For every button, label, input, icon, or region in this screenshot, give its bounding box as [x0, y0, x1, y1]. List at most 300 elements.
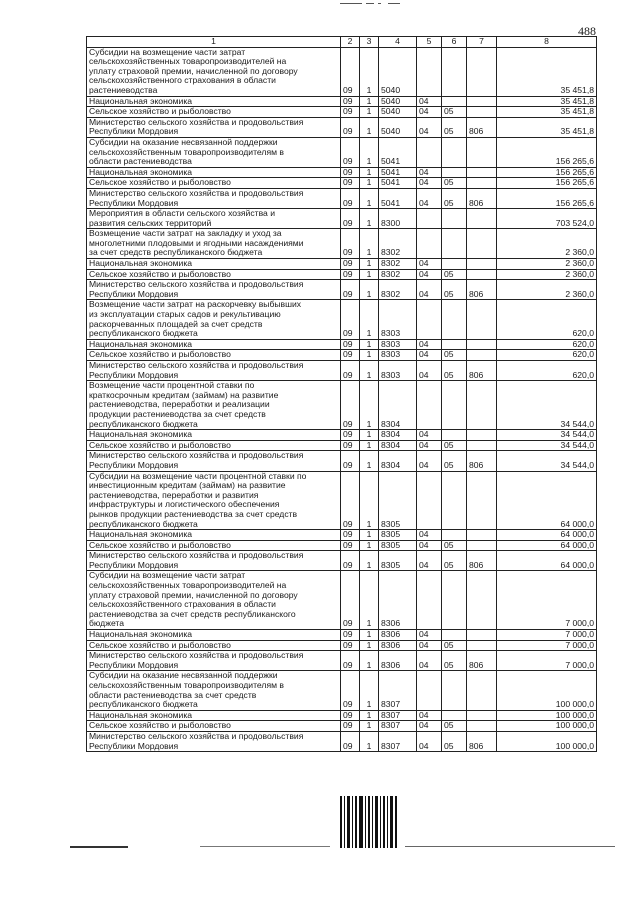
table-row — [87, 178, 597, 189]
table-row — [87, 381, 597, 430]
cell-c2: 09 — [341, 167, 360, 178]
row-name — [87, 671, 341, 710]
row-name-line: сельскохозяйственного страхования в области — [89, 599, 276, 610]
table-row — [87, 540, 597, 551]
row-name — [87, 350, 341, 361]
row-name-line: Сельское хозяйство и рыболовство — [89, 720, 231, 731]
cell-sum: 620,0 — [497, 300, 597, 339]
cell-c3: 1 — [360, 440, 379, 451]
cell-c5: 04 — [417, 339, 442, 350]
cell-c7 — [467, 440, 497, 451]
row-name — [87, 630, 341, 641]
cell-c6: 05 — [442, 350, 467, 361]
cell-c4: 8300 — [379, 209, 417, 229]
cell-c6 — [442, 259, 467, 270]
row-name — [87, 640, 341, 651]
cell-c5: 04 — [417, 710, 442, 721]
row-name — [87, 471, 341, 530]
cell-c4: 8305 — [379, 530, 417, 541]
row-name-line: Сельское хозяйство и рыболовство — [89, 349, 231, 360]
table-row — [87, 731, 597, 751]
cell-sum: 35 451,8 — [497, 47, 597, 96]
cell-c4: 8307 — [379, 710, 417, 721]
cell-c4: 5040 — [379, 117, 417, 137]
cell-c4: 8307 — [379, 671, 417, 710]
table-row — [87, 269, 597, 280]
table-row — [87, 640, 597, 651]
scan-line-right — [405, 846, 615, 847]
row-name-line: Субсидии на оказание несвязанной поддержки — [89, 137, 278, 147]
row-name — [87, 451, 341, 471]
cell-c2: 09 — [341, 178, 360, 189]
cell-c5: 04 — [417, 721, 442, 732]
column-header-3: 3 — [360, 37, 379, 48]
cell-c6: 05 — [442, 117, 467, 137]
cell-c3: 1 — [360, 640, 379, 651]
cell-c4: 8304 — [379, 381, 417, 430]
cell-c5: 04 — [417, 167, 442, 178]
cell-c3: 1 — [360, 167, 379, 178]
cell-c6 — [442, 671, 467, 710]
row-name-line: бюджета — [89, 618, 125, 629]
cell-c2: 09 — [341, 471, 360, 530]
cell-c2: 09 — [341, 117, 360, 137]
table-row — [87, 280, 597, 300]
cell-c6: 05 — [442, 640, 467, 651]
row-name — [87, 731, 341, 751]
table-row — [87, 651, 597, 671]
row-name-line: сельскохозяйственным товаропроизводителям в — [89, 146, 284, 157]
table-row — [87, 47, 597, 96]
cell-c5 — [417, 209, 442, 229]
row-name-line: растениеводства, переработки и развития — [89, 489, 259, 500]
row-name-line: Национальная экономика — [89, 96, 193, 106]
cell-c4: 8302 — [379, 229, 417, 259]
cell-c5: 04 — [417, 731, 442, 751]
table-header-row — [87, 37, 597, 48]
row-name-line: области растениеводства — [89, 156, 192, 167]
cell-c6 — [442, 96, 467, 107]
cell-c4: 8307 — [379, 721, 417, 732]
row-name — [87, 117, 341, 137]
cell-c7: 806 — [467, 188, 497, 208]
cell-c6 — [442, 137, 467, 167]
scan-line-left — [70, 846, 128, 848]
table-row — [87, 229, 597, 259]
row-name — [87, 167, 341, 178]
row-name-line: Сельское хозяйство и рыболовство — [89, 640, 231, 650]
cell-c2: 09 — [341, 381, 360, 430]
row-name-line: сельскохозяйственных товаропроизводителей на — [89, 56, 287, 67]
cell-sum: 2 360,0 — [497, 280, 597, 300]
cell-c7 — [467, 96, 497, 107]
cell-c7 — [467, 300, 497, 339]
cell-c6: 05 — [442, 440, 467, 451]
row-name-line: республиканского бюджета — [89, 699, 198, 710]
cell-c7 — [467, 530, 497, 541]
cell-sum: 620,0 — [497, 350, 597, 361]
row-name — [87, 381, 341, 430]
column-header-7: 7 — [467, 37, 497, 48]
table-row — [87, 440, 597, 451]
cell-c2: 09 — [341, 209, 360, 229]
cell-sum: 7 000,0 — [497, 571, 597, 630]
cell-sum: 35 451,8 — [497, 96, 597, 107]
cell-c2: 09 — [341, 440, 360, 451]
cell-c4: 8304 — [379, 451, 417, 471]
row-name-line: Национальная экономика — [89, 167, 193, 177]
cell-c3: 1 — [360, 209, 379, 229]
cell-c2: 09 — [341, 451, 360, 471]
row-name-line: области растениеводства за счет средств — [89, 689, 257, 700]
cell-c3: 1 — [360, 259, 379, 270]
cell-c7 — [467, 381, 497, 430]
cell-sum: 34 544,0 — [497, 451, 597, 471]
cell-c6 — [442, 571, 467, 630]
row-name — [87, 361, 341, 381]
cell-c4: 8306 — [379, 651, 417, 671]
cell-c4: 8306 — [379, 630, 417, 641]
cell-c2: 09 — [341, 188, 360, 208]
row-name-line: рынков продукции растениеводства за счет средств — [89, 508, 298, 519]
cell-sum: 34 544,0 — [497, 440, 597, 451]
cell-sum: 7 000,0 — [497, 640, 597, 651]
row-name-line: Республики Мордовия — [89, 197, 179, 208]
cell-c7: 806 — [467, 451, 497, 471]
table-row — [87, 96, 597, 107]
table-row — [87, 721, 597, 732]
cell-c2: 09 — [341, 651, 360, 671]
cell-sum: 64 000,0 — [497, 530, 597, 541]
row-name-line: республиканского бюджета — [89, 328, 198, 339]
row-name-line: Сельское хозяйство и рыболовство — [89, 269, 231, 279]
cell-c5: 04 — [417, 361, 442, 381]
row-name-line: за счет средств республиканского бюджета — [89, 247, 263, 258]
cell-c5: 04 — [417, 630, 442, 641]
cell-c2: 09 — [341, 640, 360, 651]
row-name — [87, 710, 341, 721]
table-row — [87, 471, 597, 530]
table-row — [87, 107, 597, 118]
cell-c3: 1 — [360, 571, 379, 630]
cell-c2: 09 — [341, 731, 360, 751]
row-name — [87, 47, 341, 96]
cell-c5: 04 — [417, 430, 442, 441]
column-header-8: 8 — [497, 37, 597, 48]
row-name-line: растениеводства — [89, 84, 158, 95]
row-name-line: сельскохозяйственного страхования в области — [89, 75, 276, 86]
cell-c3: 1 — [360, 381, 379, 430]
scan-artifact-top — [340, 2, 400, 6]
cell-c7 — [467, 209, 497, 229]
scan-line-middle — [200, 846, 330, 847]
cell-c6: 05 — [442, 651, 467, 671]
cell-sum: 100 000,0 — [497, 710, 597, 721]
row-name — [87, 339, 341, 350]
row-name — [87, 229, 341, 259]
row-name-line: Министерство сельского хозяйства и продовольствия — [89, 731, 304, 741]
table-row — [87, 137, 597, 167]
cell-c7 — [467, 350, 497, 361]
cell-c4: 8305 — [379, 551, 417, 571]
cell-c5: 04 — [417, 117, 442, 137]
cell-c3: 1 — [360, 471, 379, 530]
cell-c4: 8306 — [379, 640, 417, 651]
table-row — [87, 571, 597, 630]
row-name — [87, 107, 341, 118]
cell-c7 — [467, 178, 497, 189]
row-name-line: Возмещение части затрат на раскорчевку выбывших — [89, 299, 302, 310]
cell-c3: 1 — [360, 300, 379, 339]
row-name-line: Сельское хозяйство и рыболовство — [89, 177, 231, 188]
cell-c4: 8303 — [379, 300, 417, 339]
cell-sum: 64 000,0 — [497, 551, 597, 571]
cell-c2: 09 — [341, 630, 360, 641]
row-name-line: Сельское хозяйство и рыболовство — [89, 106, 231, 117]
cell-c3: 1 — [360, 280, 379, 300]
cell-c4: 8307 — [379, 731, 417, 751]
row-name — [87, 440, 341, 451]
row-name-line: Республики Мордовия — [89, 126, 179, 137]
cell-c7 — [467, 630, 497, 641]
cell-c2: 09 — [341, 551, 360, 571]
cell-c3: 1 — [360, 117, 379, 137]
cell-c5 — [417, 229, 442, 259]
cell-c2: 09 — [341, 350, 360, 361]
cell-c5: 04 — [417, 269, 442, 280]
cell-c5: 04 — [417, 540, 442, 551]
cell-c3: 1 — [360, 350, 379, 361]
cell-c4: 5041 — [379, 167, 417, 178]
cell-sum: 34 544,0 — [497, 381, 597, 430]
cell-c7: 806 — [467, 731, 497, 751]
row-name-line: Субсидии на возмещение части процентной ставки по — [89, 471, 307, 481]
cell-c2: 09 — [341, 671, 360, 710]
row-name — [87, 551, 341, 571]
cell-sum: 156 265,6 — [497, 188, 597, 208]
cell-c4: 8303 — [379, 361, 417, 381]
cell-c6: 05 — [442, 451, 467, 471]
budget-table — [86, 36, 597, 752]
row-name-line: инфраструктуры и логистического обеспечения — [89, 499, 280, 510]
page-number: 488 — [578, 24, 596, 38]
column-header-1: 1 — [87, 37, 341, 48]
cell-c3: 1 — [360, 451, 379, 471]
table-row — [87, 209, 597, 229]
row-name-line: Национальная экономика — [89, 339, 193, 349]
row-name — [87, 269, 341, 280]
cell-c6: 05 — [442, 731, 467, 751]
row-name — [87, 651, 341, 671]
cell-c7 — [467, 540, 497, 551]
table-row — [87, 167, 597, 178]
cell-c7: 806 — [467, 551, 497, 571]
row-name-line: продукции растениеводства за счет средств — [89, 408, 266, 419]
cell-c5: 04 — [417, 640, 442, 651]
row-name — [87, 571, 341, 630]
scan-barcode-artifact — [340, 796, 400, 848]
row-name-line: уплату страховой премии, начисленной по договору — [89, 65, 298, 76]
cell-sum: 7 000,0 — [497, 630, 597, 641]
cell-c4: 5041 — [379, 137, 417, 167]
cell-sum: 100 000,0 — [497, 671, 597, 710]
cell-c3: 1 — [360, 540, 379, 551]
cell-c6 — [442, 381, 467, 430]
cell-c7 — [467, 640, 497, 651]
cell-c3: 1 — [360, 339, 379, 350]
cell-c7 — [467, 47, 497, 96]
row-name-line: сельскохозяйственным товаропроизводителям в — [89, 680, 284, 690]
cell-c3: 1 — [360, 229, 379, 259]
cell-c5: 04 — [417, 530, 442, 541]
cell-c7 — [467, 721, 497, 732]
cell-sum: 156 265,6 — [497, 178, 597, 189]
cell-c4: 8302 — [379, 280, 417, 300]
table-row — [87, 530, 597, 541]
row-name-line: Национальная экономика — [89, 629, 193, 640]
cell-c2: 09 — [341, 710, 360, 721]
cell-c6 — [442, 471, 467, 530]
cell-c6 — [442, 339, 467, 350]
row-name-line: Министерство сельского хозяйства и продовольствия — [89, 650, 304, 661]
cell-c2: 09 — [341, 339, 360, 350]
cell-c5 — [417, 471, 442, 530]
row-name — [87, 430, 341, 441]
cell-c4: 8304 — [379, 430, 417, 441]
cell-sum: 2 360,0 — [497, 229, 597, 259]
cell-c4: 5041 — [379, 178, 417, 189]
row-name — [87, 96, 341, 107]
cell-c3: 1 — [360, 430, 379, 441]
cell-c6: 05 — [442, 721, 467, 732]
cell-c3: 1 — [360, 107, 379, 118]
row-name-line: Национальная экономика — [89, 258, 193, 269]
cell-c4: 5041 — [379, 188, 417, 208]
cell-c3: 1 — [360, 651, 379, 671]
cell-c2: 09 — [341, 107, 360, 118]
cell-c5 — [417, 47, 442, 96]
cell-c2: 09 — [341, 430, 360, 441]
cell-c4: 5040 — [379, 96, 417, 107]
row-name-line: Субсидии на оказание несвязанной поддержки — [89, 670, 278, 681]
cell-c7 — [467, 430, 497, 441]
cell-c5: 04 — [417, 440, 442, 451]
cell-c4: 8304 — [379, 440, 417, 451]
cell-c6 — [442, 430, 467, 441]
cell-c5: 04 — [417, 350, 442, 361]
row-name-line: Министерство сельского хозяйства и продовольствия — [89, 450, 304, 461]
column-header-4: 4 — [379, 37, 417, 48]
cell-c5 — [417, 571, 442, 630]
table-row — [87, 630, 597, 641]
cell-c6: 05 — [442, 107, 467, 118]
row-name-line: растениеводства, переработки и реализации — [89, 399, 270, 410]
row-name — [87, 721, 341, 732]
cell-c7 — [467, 137, 497, 167]
row-name-line: Министерство сельского хозяйства и продовольствия — [89, 279, 304, 290]
cell-c3: 1 — [360, 96, 379, 107]
cell-c5 — [417, 381, 442, 430]
cell-c3: 1 — [360, 671, 379, 710]
row-name-line: развития сельских территорий — [89, 217, 212, 228]
table-row — [87, 350, 597, 361]
cell-c2: 09 — [341, 229, 360, 259]
row-name-line: Национальная экономика — [89, 710, 193, 720]
cell-sum: 100 000,0 — [497, 721, 597, 732]
cell-c3: 1 — [360, 551, 379, 571]
cell-c3: 1 — [360, 530, 379, 541]
row-name-line: уплату страховой премии, начисленной по договору — [89, 589, 298, 600]
row-name-line: сельскохозяйственных товаропроизводителей на — [89, 580, 287, 591]
row-name-line: Сельское хозяйство и рыболовство — [89, 440, 231, 450]
row-name-line: Национальная экономика — [89, 529, 193, 540]
cell-sum: 35 451,8 — [497, 117, 597, 137]
table-row — [87, 188, 597, 208]
cell-c4: 5040 — [379, 107, 417, 118]
table-row — [87, 710, 597, 721]
cell-c3: 1 — [360, 269, 379, 280]
table-row — [87, 551, 597, 571]
cell-c5 — [417, 671, 442, 710]
cell-c6 — [442, 630, 467, 641]
row-name-line: Субсидии на возмещение части затрат — [89, 570, 246, 581]
cell-c6 — [442, 530, 467, 541]
cell-c4: 8302 — [379, 259, 417, 270]
cell-sum: 703 524,0 — [497, 209, 597, 229]
cell-c2: 09 — [341, 361, 360, 381]
cell-sum: 2 360,0 — [497, 259, 597, 270]
row-name-line: Национальная экономика — [89, 429, 193, 440]
cell-c6 — [442, 209, 467, 229]
cell-c3: 1 — [360, 731, 379, 751]
cell-c5: 04 — [417, 259, 442, 270]
cell-c2: 09 — [341, 280, 360, 300]
cell-c5: 04 — [417, 188, 442, 208]
row-name — [87, 188, 341, 208]
cell-c6: 05 — [442, 188, 467, 208]
cell-sum: 64 000,0 — [497, 471, 597, 530]
cell-c7 — [467, 229, 497, 259]
cell-c7 — [467, 259, 497, 270]
cell-c7 — [467, 269, 497, 280]
cell-c6 — [442, 167, 467, 178]
cell-c7 — [467, 571, 497, 630]
row-name-line: Республики Мордовия — [89, 288, 179, 299]
row-name-line: из эксплуатации старых садов и рекультивацию — [89, 309, 281, 320]
cell-c5: 04 — [417, 96, 442, 107]
cell-c7 — [467, 339, 497, 350]
table-row — [87, 451, 597, 471]
cell-c3: 1 — [360, 630, 379, 641]
row-name-line: Министерство сельского хозяйства и продовольствия — [89, 117, 304, 127]
cell-sum: 7 000,0 — [497, 651, 597, 671]
table-row — [87, 430, 597, 441]
row-name-line: Возмещение части процентной ставки по — [89, 380, 255, 391]
cell-c4: 5040 — [379, 47, 417, 96]
cell-c7: 806 — [467, 117, 497, 137]
cell-c5: 04 — [417, 551, 442, 571]
cell-c6: 05 — [442, 361, 467, 381]
cell-c5: 04 — [417, 280, 442, 300]
row-name-line: раскорчеванных площадей за счет средств — [89, 318, 263, 329]
cell-c5 — [417, 137, 442, 167]
row-name-line: республиканского бюджета — [89, 418, 198, 429]
cell-sum: 156 265,6 — [497, 137, 597, 167]
cell-c7 — [467, 107, 497, 118]
row-name-line: краткосрочным кредитам (займам) на развитие — [89, 389, 279, 400]
cell-c2: 09 — [341, 259, 360, 270]
cell-sum: 620,0 — [497, 339, 597, 350]
